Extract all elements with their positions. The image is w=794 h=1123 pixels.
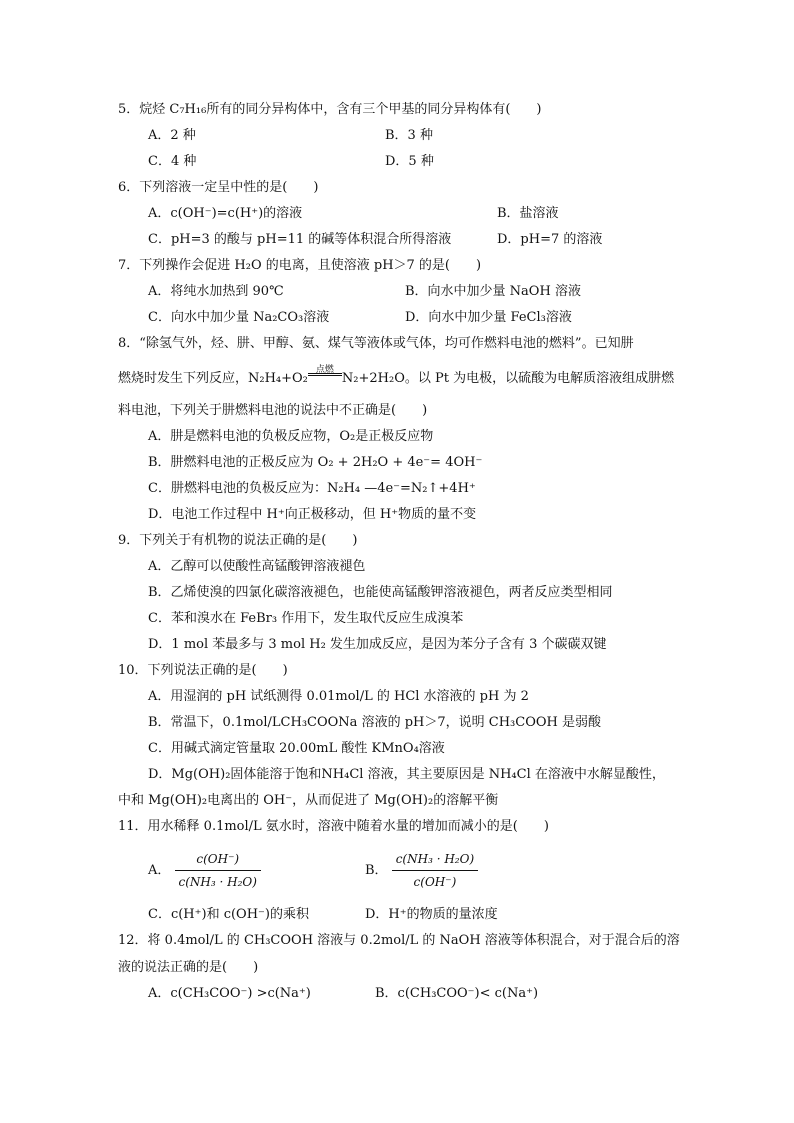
question-8-option-a: A．肼是燃料电池的负极反应物，O₂是正极反应物 xyxy=(148,429,434,444)
fraction-b-numerator: c(NH₃ · H₂O) xyxy=(392,850,478,871)
question-10-option-d: D．Mg(OH)₂固体能溶于饱和NH₄Cl 溶液，其主要原因是 NH₄Cl 在溶液中水解显酸性， xyxy=(148,767,665,782)
question-9-option-b: B．乙烯使溴的四氯化碳溶液褪色，也能使高锰酸钾溶液褪色，两者反应类型相同 xyxy=(148,585,613,600)
question-7-option-a: A．将纯水加热到 90℃ xyxy=(148,284,284,299)
question-6-stem: 6．下列溶液一定呈中性的是( ) xyxy=(118,180,319,195)
fraction-b xyxy=(392,850,478,891)
question-9-option-c: C．苯和溴水在 FeBr₃ 作用下，发生取代反应生成溴苯 xyxy=(148,611,464,626)
question-8-option-c: C．肼燃料电池的负极反应为：N₂H₄ —4e⁻=N₂↑+4H⁺ xyxy=(148,481,476,496)
question-10-option-a: A．用湿润的 pH 试纸测得 0.01mol/L 的 HCl 水溶液的 pH 为 2 xyxy=(148,689,529,704)
fraction-a xyxy=(175,850,261,891)
fraction-a-denominator: c(NH₃ · H₂O) xyxy=(178,875,257,889)
question-10-option-b: B．常温下，0.1mol/LCH₃COONa 溶液的 pH＞7，说明 CH₃COOH 是弱酸 xyxy=(148,715,601,730)
question-5-stem: 5．烷烃 C₇H₁₆所有的同分异构体中，含有三个甲基的同分异构体有( ) xyxy=(118,102,542,117)
question-12-option-a: A．c(CH₃COO⁻) >c(Na⁺) xyxy=(148,986,311,1001)
question-9-option-a: A．乙醇可以使酸性高锰酸钾溶液褪色 xyxy=(148,559,366,574)
question-5-option-b: B．3 种 xyxy=(385,128,433,143)
reaction-condition: 点燃 xyxy=(315,365,334,375)
question-8-stem-line-3: 料电池，下列关于肼燃料电池的说法中不正确是( ) xyxy=(118,403,428,418)
question-6-option-d: D．pH=7 的溶液 xyxy=(497,232,603,247)
question-7-option-b: B．向水中加少量 NaOH 溶液 xyxy=(405,284,581,299)
question-11-option-c: C．c(H⁺)和 c(OH⁻)的乘积 xyxy=(148,907,309,922)
question-8-stem-line-1: 8．“除氢气外，烃、肼、甲醇、氨、煤气等液体或气体，均可作燃料电池的燃料”。已知肼 xyxy=(118,336,634,351)
question-12-option-b: B．c(CH₃COO⁻)< c(Na⁺) xyxy=(375,986,539,1001)
question-11-option-d: D．H⁺的物质的量浓度 xyxy=(365,907,498,922)
question-9-stem: 9．下列关于有机物的说法正确的是( ) xyxy=(118,533,358,548)
question-9-option-d: D．1 mol 苯最多与 3 mol H₂ 发生加成反应，是因为苯分子含有 3 个碳碳双键 xyxy=(148,637,607,652)
question-11-option-a-label: A． xyxy=(148,863,171,878)
question-5-option-a: A．2 种 xyxy=(148,128,196,143)
question-7-option-c: C．向水中加少量 Na₂CO₃溶液 xyxy=(148,310,330,325)
question-11-stem: 11．用水稀释 0.1mol/L 氨水时，溶液中随着水量的增加而减小的是( ) xyxy=(118,819,549,834)
question-8-reaction-left: 燃烧时发生下列反应，N₂H₄+O₂ xyxy=(118,371,308,386)
question-5-option-d: D．5 种 xyxy=(385,154,434,169)
question-11-option-b-label: B． xyxy=(365,863,388,878)
question-11-option-a xyxy=(148,850,261,891)
question-11-option-b xyxy=(365,850,478,891)
fraction-a-numerator: c(OH⁻) xyxy=(175,850,261,871)
question-7-stem: 7．下列操作会促进 H₂O 的电离，且使溶液 pH＞7 的是( ) xyxy=(118,258,482,273)
question-7-option-d: D．向水中加少量 FeCl₃溶液 xyxy=(405,310,572,325)
question-8-option-b: B．肼燃料电池的正极反应为 O₂ + 2H₂O + 4e⁻= 4OH⁻ xyxy=(148,455,483,470)
question-8-stem-line-2 xyxy=(118,365,675,388)
question-5-option-c: C．4 种 xyxy=(148,154,197,169)
question-6-option-a: A．c(OH⁻)=c(H⁺)的溶液 xyxy=(148,206,303,221)
question-10-stem: 10．下列说法正确的是( ) xyxy=(118,663,288,678)
fraction-b-denominator: c(OH⁻) xyxy=(413,875,457,889)
question-12-stem-line-2: 液的说法正确的是( ) xyxy=(118,960,259,975)
question-10-option-c: C．用碱式滴定管量取 20.00mL 酸性 KMnO₄溶液 xyxy=(148,741,445,756)
question-8-option-d: D．电池工作过程中 H⁺向正极移动，但 H⁺物质的量不变 xyxy=(148,507,477,522)
reaction-arrow xyxy=(308,365,342,382)
question-6-option-b: B．盐溶液 xyxy=(497,206,559,221)
question-8-reaction-right: N₂+2H₂O。以 Pt 为电极，以硫酸为电解质溶液组成肼燃 xyxy=(341,371,675,386)
question-12-stem-line-1: 12．将 0.4mol/L 的 CH₃COOH 溶液与 0.2mol/L 的 NaOH 溶液等体积混合，对于混合后的溶 xyxy=(118,933,680,948)
question-6-option-c: C．pH=3 的酸与 pH=11 的碱等体积混合所得溶液 xyxy=(148,232,452,247)
question-10-option-d-cont: 中和 Mg(OH)₂电离出的 OH⁻，从而促进了 Mg(OH)₂的溶解平衡 xyxy=(118,793,499,808)
